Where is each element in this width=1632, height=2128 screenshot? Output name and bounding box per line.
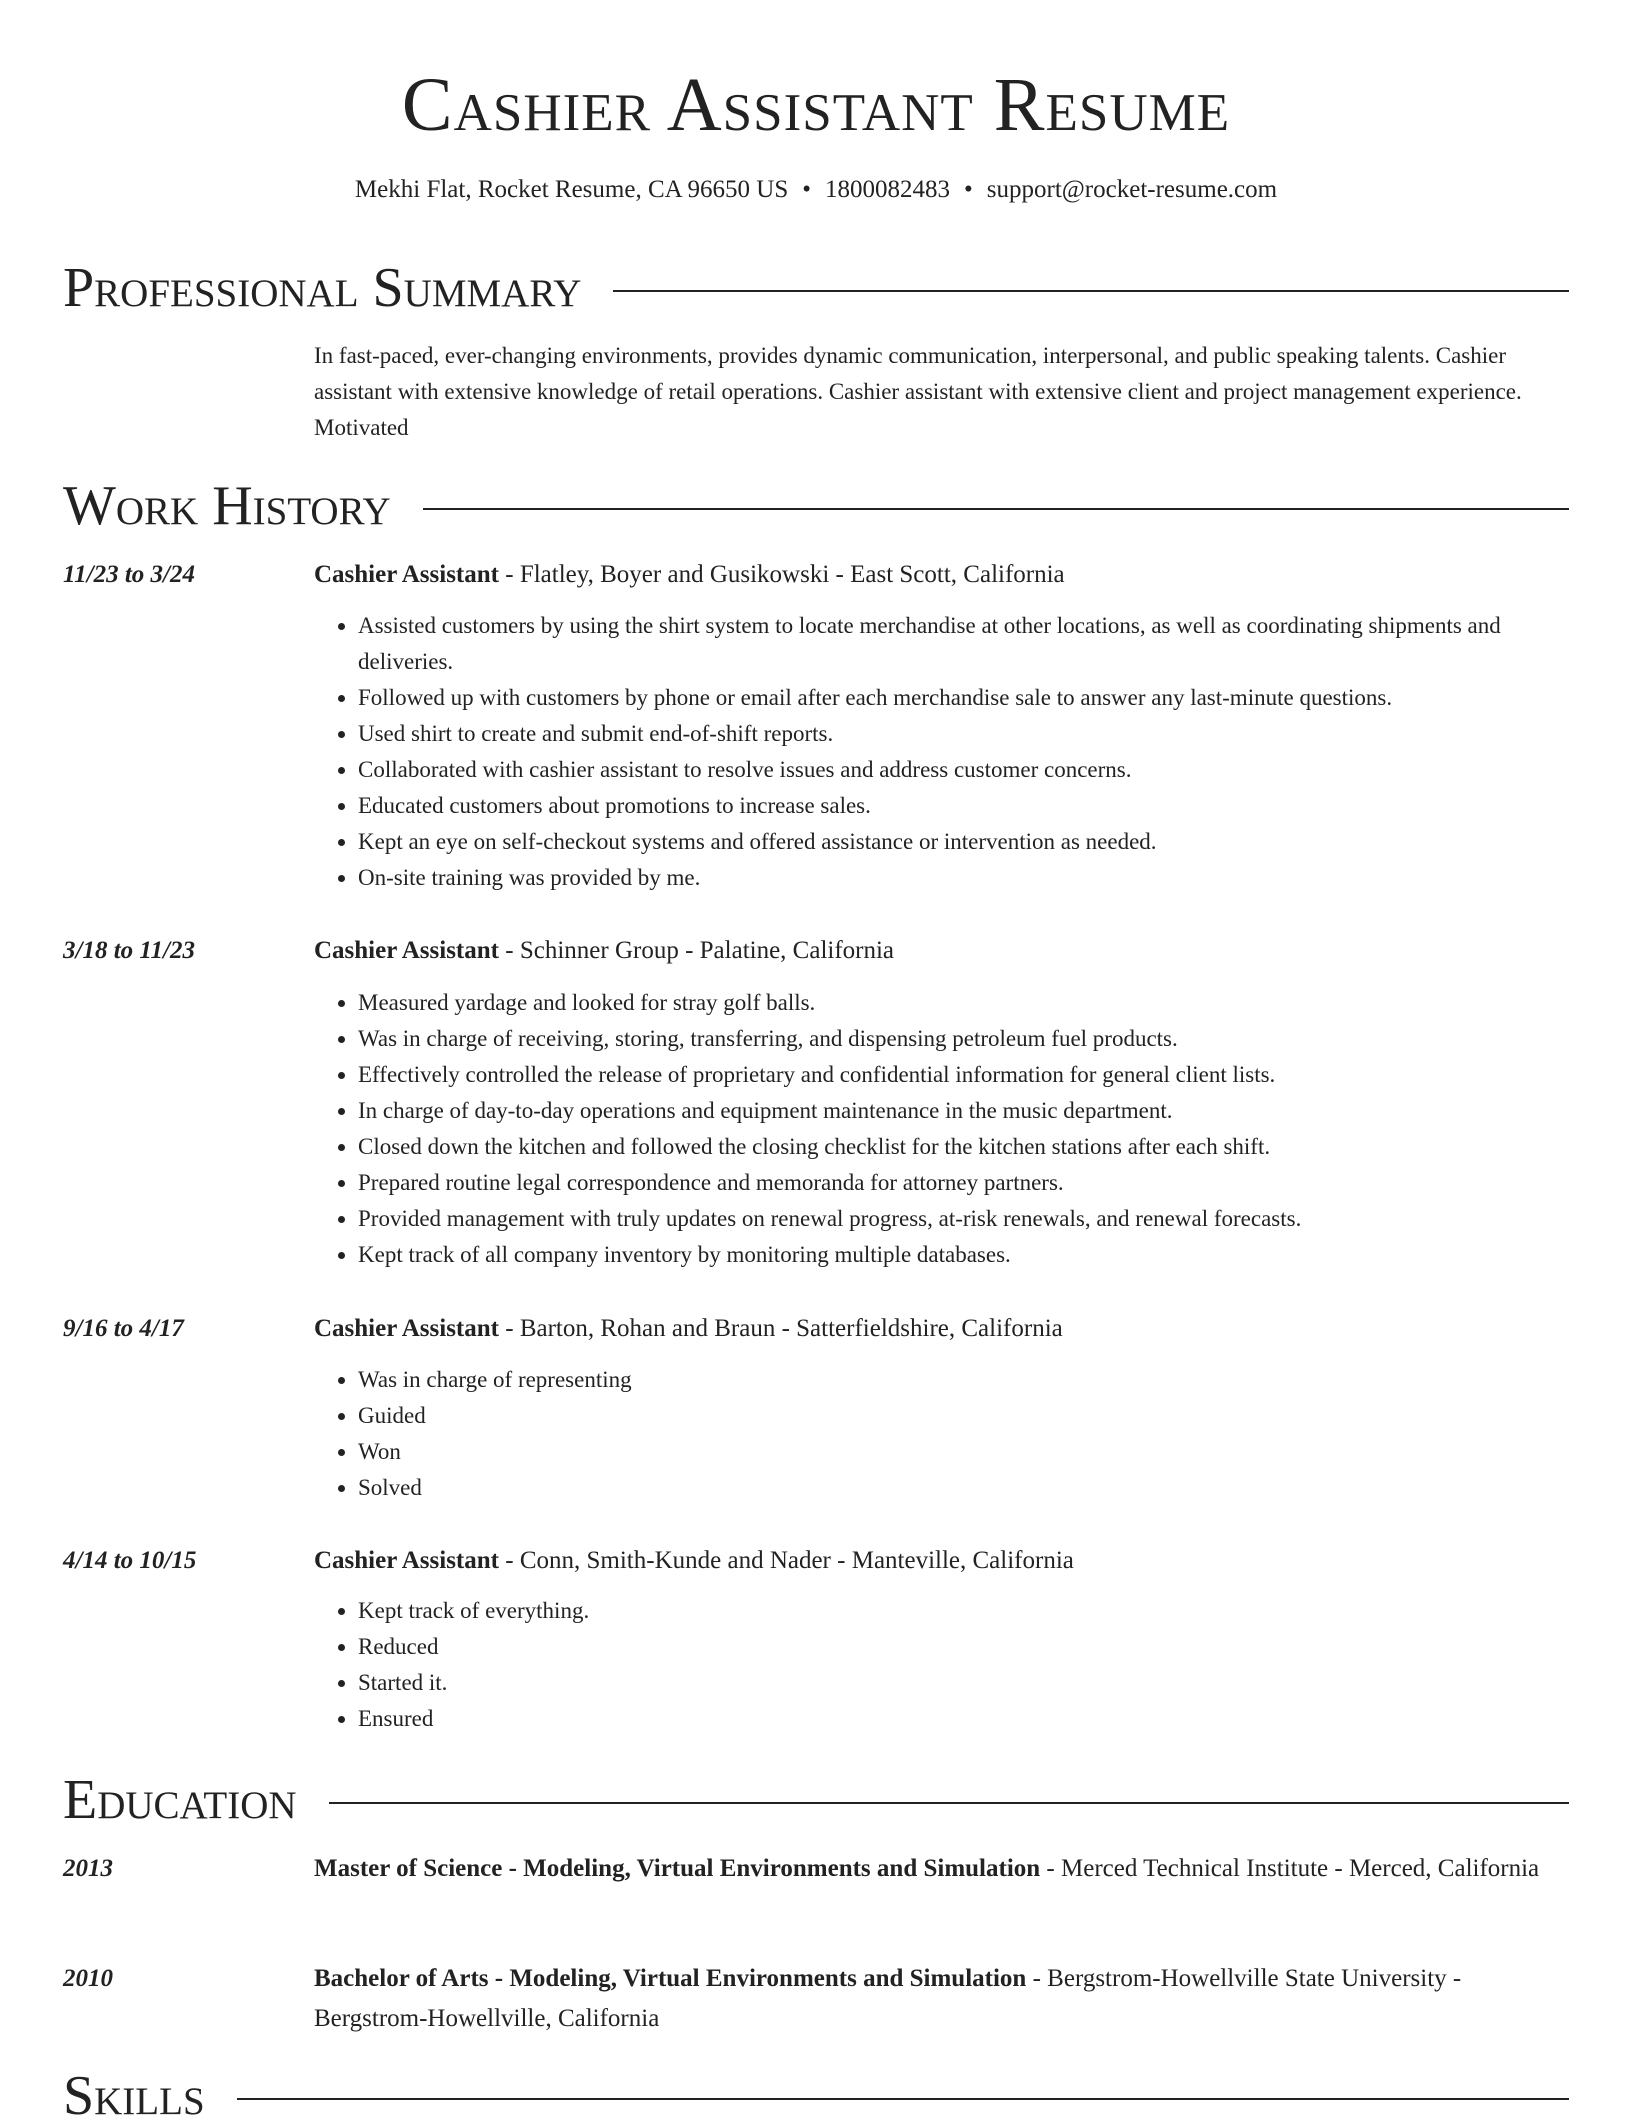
job-bullet: • Followed up with customers by phone or email after each merchandise sale to answer any last-minute questions. [358, 680, 1569, 716]
contact-separator: • [964, 176, 973, 203]
education-year: 2013 [63, 1855, 113, 1882]
section-heading-work-history [63, 474, 1569, 538]
job-bullet: • On-site training was provided by me. [358, 860, 1569, 896]
job-bullet: • Kept track of all company inventory by monitoring multiple databases. [358, 1237, 1569, 1273]
job-title: Cashier Assistant [314, 1547, 499, 1574]
section-title: Professional Summary [63, 257, 582, 319]
section-divider [423, 508, 1569, 510]
contact-phone: 1800082483 [825, 176, 951, 203]
job-dates: 3/18 to 11/23 [63, 937, 195, 964]
job-bullet: • Assisted customers by using the shirt system to locate merchandise at other locations, as well as coordinating shipments and deliveries. [358, 608, 1569, 680]
job-details: - Conn, Smith-Kunde and Nader - Manteville, California [499, 1547, 1074, 1574]
job-heading [314, 931, 1569, 971]
section-heading-skills [63, 2064, 1569, 2128]
section-title: Education [63, 1769, 297, 1831]
job-heading [314, 555, 1569, 595]
section-title: Work History [63, 475, 391, 537]
contact-line [0, 174, 1632, 206]
resume-title: Cashier Assistant Resume [401, 63, 1231, 147]
job-bullet: • Ensured [358, 1701, 1569, 1737]
job-bullet: • Was in charge of representing [358, 1362, 1569, 1398]
job-bullet: • Started it. [358, 1665, 1569, 1701]
job-bullet: • Won [358, 1434, 1569, 1470]
job-heading [314, 1309, 1569, 1349]
job-details: - Barton, Rohan and Braun - Satterfieldshire, California [499, 1315, 1063, 1342]
contact-separator: • [802, 176, 812, 203]
job-bullet: • Educated customers about promotions to increase sales. [358, 788, 1569, 824]
education-details: - Merced Technical Institute - Merced, California [1040, 1855, 1540, 1882]
job-bullet: • Provided management with truly updates on renewal progress, at-risk renewals, and renewal forecasts. [358, 1201, 1569, 1237]
job-bullet: • Reduced [358, 1629, 1569, 1665]
education-degree: Bachelor of Arts - Modeling, Virtual Environments and Simulation [314, 1965, 1027, 1992]
job-heading [314, 1541, 1569, 1581]
job-bullet: • Kept track of everything. [358, 1593, 1569, 1629]
section-divider [237, 2098, 1569, 2100]
job-bullet: • Prepared routine legal correspondence and memoranda for attorney partners. [358, 1165, 1569, 1201]
job-bullet: • Used shirt to create and submit end-of-shift reports. [358, 716, 1569, 752]
section-heading-summary [63, 256, 1569, 320]
section-divider [613, 290, 1569, 292]
job-title: Cashier Assistant [314, 1315, 499, 1342]
job-bullets [314, 1593, 1569, 1737]
education-details: - Bergstrom-Howellville State University - Bergstrom-Howellville, California [314, 1965, 1462, 2032]
contact-address: Mekhi Flat, Rocket Resume, CA 96650 US [354, 176, 789, 203]
job-bullets [314, 608, 1569, 896]
job-bullet: • Collaborated with cashier assistant to resolve issues and address customer concerns. [358, 752, 1569, 788]
job-bullet: • Solved [358, 1470, 1569, 1506]
section-divider [329, 1802, 1569, 1804]
job-bullet: • Was in charge of receiving, storing, transferring, and dispensing petroleum fuel products. [358, 1021, 1569, 1057]
job-bullet: • Closed down the kitchen and followed the closing checklist for the kitchen stations after each shift. [358, 1129, 1569, 1165]
job-details: - Schinner Group - Palatine, California [499, 937, 895, 964]
education-heading [314, 1959, 1569, 2039]
education-heading [314, 1849, 1569, 1889]
job-bullet: • Measured yardage and looked for stray golf balls. [358, 985, 1569, 1021]
job-bullet: • In charge of day-to-day operations and equipment maintenance in the music department. [358, 1093, 1569, 1129]
summary-text: In fast-paced, ever-changing environments, provides dynamic communication, interpersonal, and public speaking talents. Cashier assistant with extensive knowledge of retail operations. Cashier assistant with extensive client and project management experience. Motivated [314, 343, 1522, 440]
section-title: Skills [63, 2065, 205, 2127]
job-bullets [314, 1362, 1569, 1506]
job-dates: 9/16 to 4/17 [63, 1315, 184, 1342]
job-bullet: • Effectively controlled the release of proprietary and confidential information for general client lists. [358, 1057, 1569, 1093]
section-heading-education [63, 1768, 1569, 1832]
job-dates: 4/14 to 10/15 [63, 1547, 197, 1574]
job-bullets [314, 985, 1569, 1273]
job-title: Cashier Assistant [314, 937, 499, 964]
job-title: Cashier Assistant [314, 561, 499, 588]
job-dates: 11/23 to 3/24 [63, 561, 195, 588]
job-bullet: • Kept an eye on self-checkout systems and offered assistance or intervention as needed. [358, 824, 1569, 860]
job-bullet: • Guided [358, 1398, 1569, 1434]
contact-email: support@rocket-resume.com [986, 176, 1278, 203]
education-degree: Master of Science - Modeling, Virtual Environments and Simulation [314, 1855, 1041, 1882]
job-details: - Flatley, Boyer and Gusikowski - East Scott, California [499, 561, 1065, 588]
education-year: 2010 [63, 1965, 113, 1992]
